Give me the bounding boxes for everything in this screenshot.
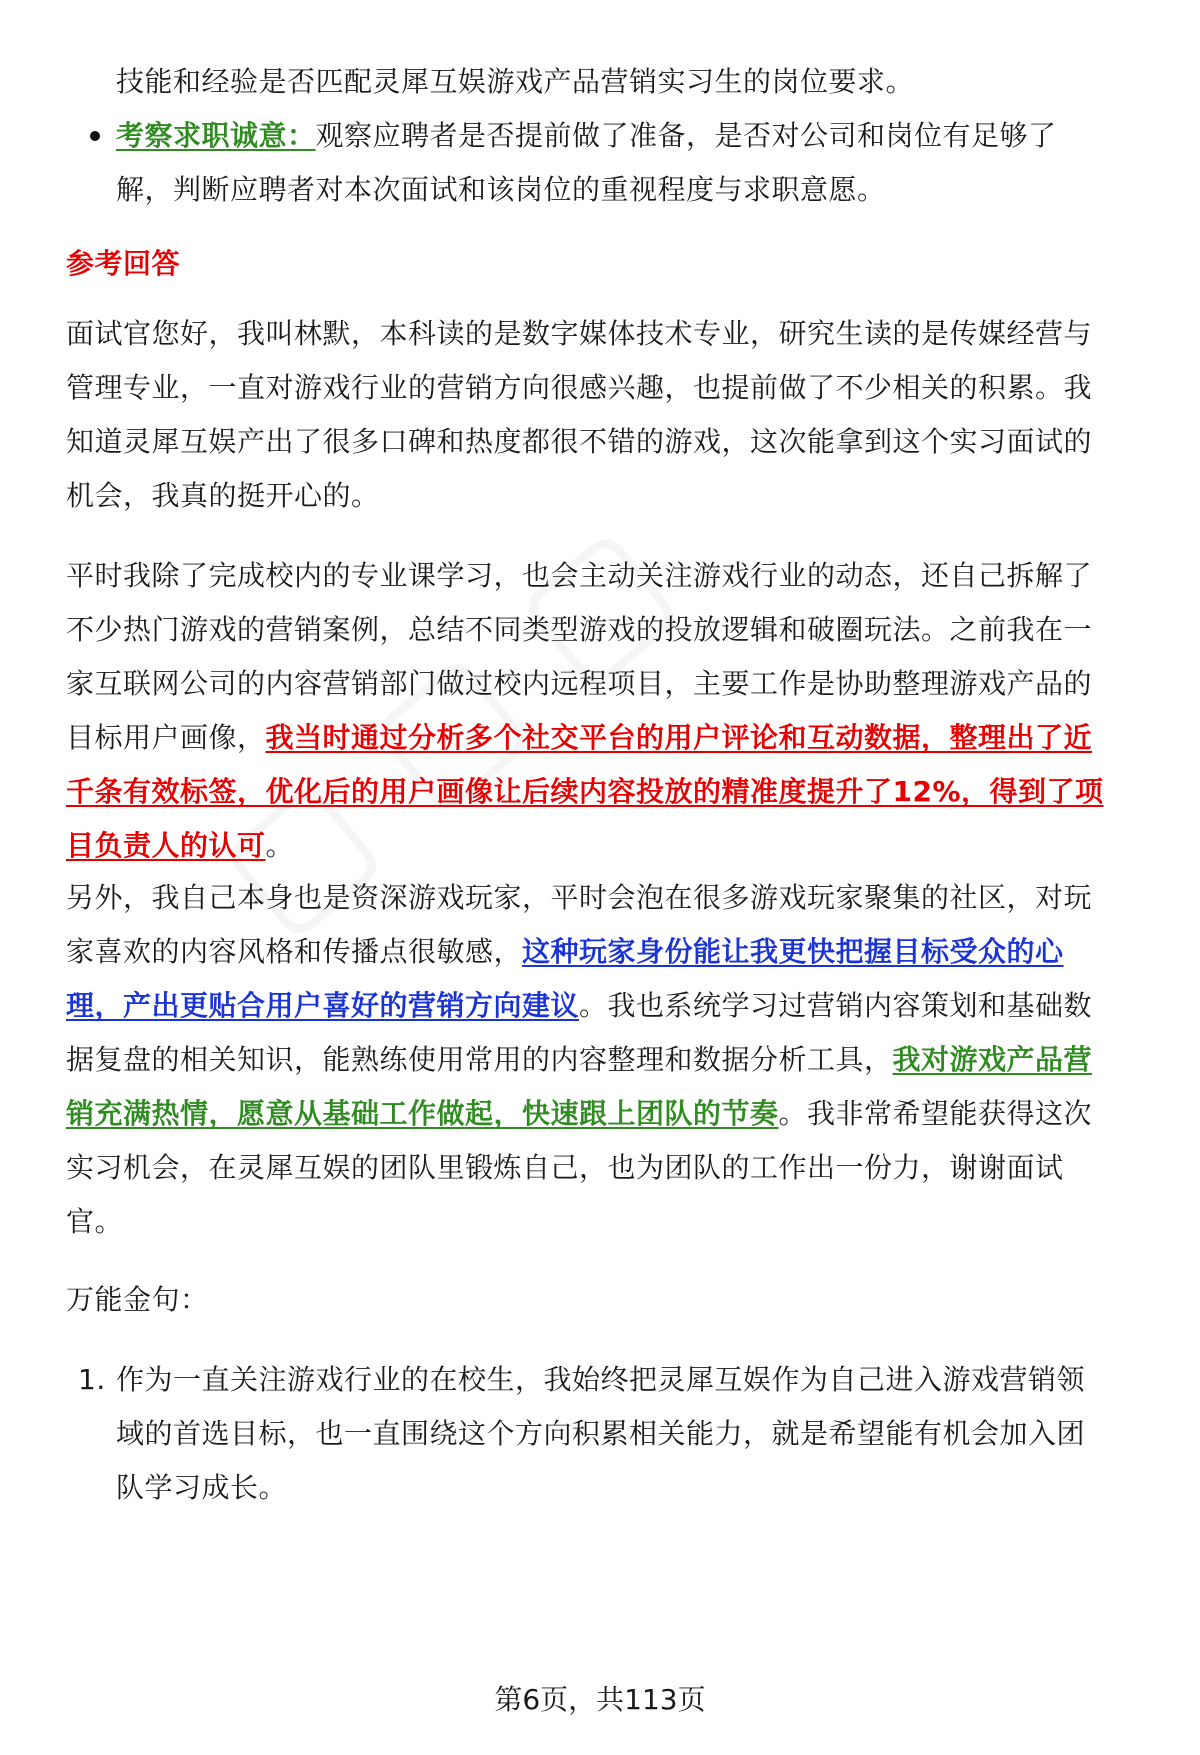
bullet-line-2: 解，判断应聘者对本次面试和该岗位的重视程度与求职意愿。 bbox=[116, 173, 886, 206]
page-footer: 第6页，共113页 bbox=[494, 1683, 706, 1716]
paragraph3-line-3: 理，产出更贴合用户喜好的营销方向建议。我也系统学习过营销内容策划和基础数 bbox=[66, 989, 1093, 1022]
highlight-blue-1: 这种玩家身份能让我更快把握目标受众的心 bbox=[522, 935, 1064, 968]
list-number: 1. bbox=[78, 1363, 106, 1396]
paragraph2-line-5 bbox=[66, 772, 1104, 812]
paragraph1-line-3: 知道灵犀互娱产出了很多口碑和热度都很不错的游戏，这次能拿到这个实习面试的 bbox=[66, 425, 1093, 458]
bullet-line-1: 考察求职诚意：观察应聘者是否提前做了准备，是否对公司和岗位有足够了 bbox=[116, 119, 1057, 152]
list-item-line-2: 域的首选目标，也一直围绕这个方向积累相关能力，就是希望能有机会加入团 bbox=[116, 1417, 1086, 1450]
bullet-label: 考察求职诚意： bbox=[116, 119, 316, 152]
list-item-line-3: 队学习成长。 bbox=[116, 1471, 288, 1504]
intro-continuation: 技能和经验是否匹配灵犀互娱游戏产品营销实习生的岗位要求。 bbox=[116, 65, 915, 98]
paragraph3-line-7: 官。 bbox=[66, 1205, 124, 1238]
golden-heading: 万能金句： bbox=[66, 1283, 209, 1316]
highlight-red-3: 目负责人的认可 bbox=[66, 829, 266, 862]
paragraph3-line-1: 另外，我自己本身也是资深游戏玩家，平时会泡在很多游戏玩家聚集的社区，对玩 bbox=[66, 881, 1093, 914]
paragraph1-line-2: 管理专业，一直对游戏行业的营销方向很感兴趣，也提前做了不少相关的积累。我 bbox=[66, 371, 1093, 404]
paragraph2-line-1: 平时我除了完成校内的专业课学习，也会主动关注游戏行业的动态，还自己拆解了 bbox=[66, 559, 1093, 592]
paragraph3-line-2: 家喜欢的内容风格和传播点很敏感，这种玩家身份能让我更快把握目标受众的心 bbox=[66, 935, 1064, 968]
paragraph3-line-5: 销充满热情，愿意从基础工作做起，快速跟上团队的节奏。我非常希望能获得这次 bbox=[66, 1097, 1093, 1130]
highlight-red-2: 千条有效标签，优化后的用户画像让后续内容投放的精准度提升了12%，得到了项 bbox=[66, 775, 1104, 808]
paragraph1-line-4: 机会，我真的挺开心的。 bbox=[66, 479, 380, 512]
list-item-line-1: 作为一直关注游戏行业的在校生，我始终把灵犀互娱作为自己进入游戏营销领 bbox=[116, 1363, 1086, 1396]
highlight-green-1: 我对游戏产品营 bbox=[892, 1043, 1093, 1076]
paragraph2-line-6: 目负责人的认可。 bbox=[66, 829, 295, 862]
highlight-blue-2: 理，产出更贴合用户喜好的营销方向建议 bbox=[66, 989, 580, 1022]
highlight-green-2: 销充满热情，愿意从基础工作做起，快速跟上团队的节奏 bbox=[66, 1097, 779, 1130]
paragraph1-line-1: 面试官您好，我叫林默，本科读的是数字媒体技术专业，研究生读的是传媒经营与 bbox=[66, 317, 1093, 350]
bullet-dot bbox=[90, 131, 100, 141]
paragraph2-line-4: 目标用户画像，我当时通过分析多个社交平台的用户评论和互动数据，整理出了近 bbox=[66, 721, 1093, 754]
paragraph2-line-2: 不少热门游戏的营销案例，总结不同类型游戏的投放逻辑和破圈玩法。之前我在一 bbox=[66, 613, 1093, 646]
paragraph3-line-6: 实习机会，在灵犀互娱的团队里锻炼自己，也为团队的工作出一份力，谢谢面试 bbox=[66, 1151, 1064, 1184]
section-heading: 参考回答 bbox=[66, 247, 181, 280]
highlight-red-1: 我当时通过分析多个社交平台的用户评论和互动数据，整理出了近 bbox=[265, 721, 1093, 754]
paragraph2-line-3: 家互联网公司的内容营销部门做过校内远程项目，主要工作是协助整理游戏产品的 bbox=[66, 667, 1093, 700]
paragraph3-line-4: 据复盘的相关知识，能熟练使用常用的内容整理和数据分析工具，我对游戏产品营 bbox=[66, 1043, 1093, 1076]
